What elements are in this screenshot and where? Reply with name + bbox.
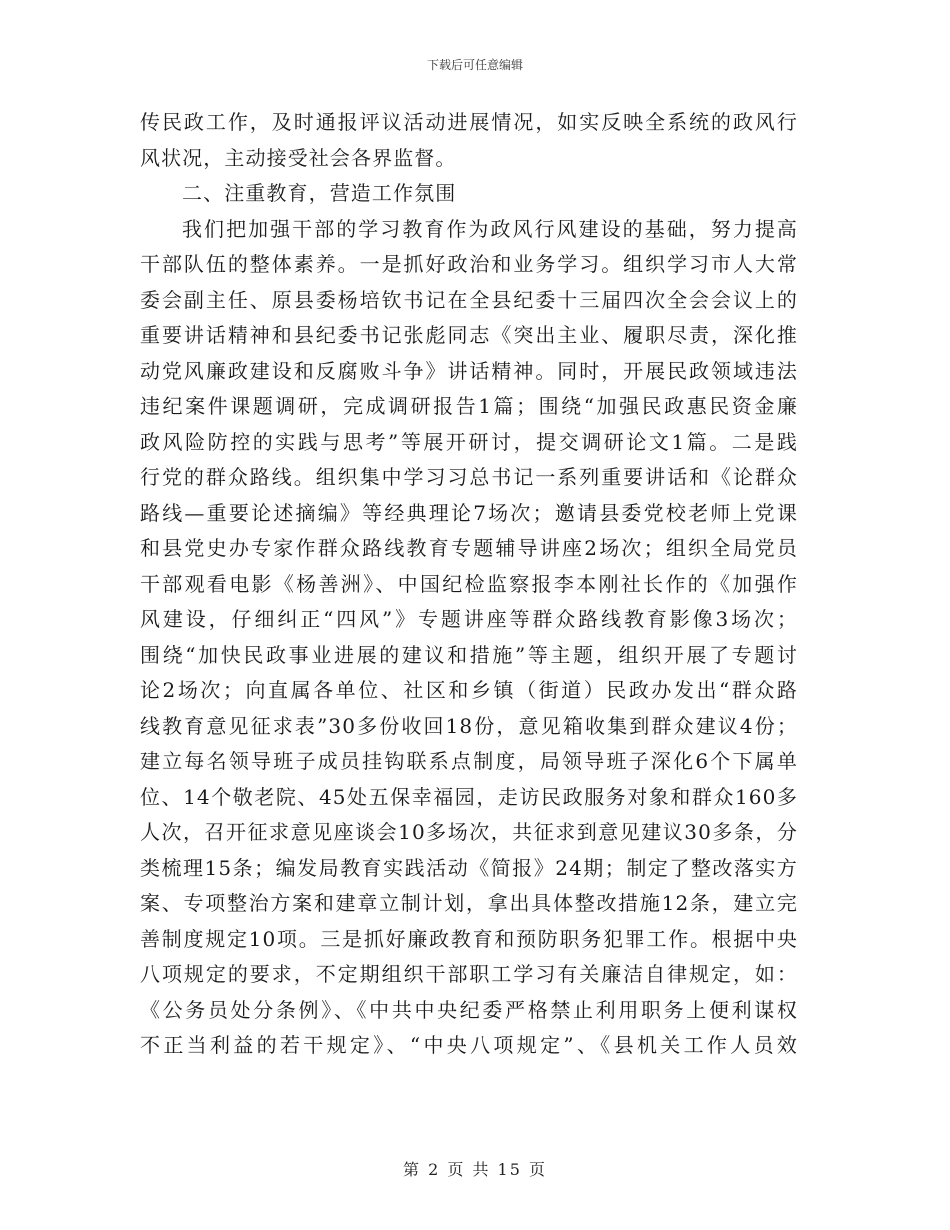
body-line: 干部队伍的整体素养。一是抓好政治和业务学习。组织学习市人大常	[140, 252, 798, 276]
body-line: 线教育意见征求表”30多份收回18份，意见箱收集到群众建议4份；	[140, 713, 798, 738]
body-line: 干部观看电影《杨善洲》、中国纪检监察报李本刚社长作的《加强作	[140, 571, 798, 596]
body-line: 善制度规定10项。三是抓好廉政教育和预防职务犯罪工作。根据中央	[140, 926, 798, 951]
body-line: 类梳理15条；编发局教育实践活动《简报》24期；制定了整改落实方	[140, 855, 798, 880]
body-line: 案、专项整治方案和建章立制计划，拿出具体整改措施12条，建立完	[140, 891, 798, 915]
body-line: 我们把加强干部的学习教育作为政风行风建设的基础，努力提高	[182, 216, 798, 241]
body-line: 违纪案件课题调研，完成调研报告1篇；围绕“加强民政惠民资金廉	[140, 394, 798, 418]
section-heading: 二、注重教育，营造工作氛围	[182, 181, 457, 205]
document-body	[140, 105, 798, 1064]
body-line: 位、14个敬老院、45处五保幸福园，走访民政服务对象和群众160多	[140, 784, 798, 809]
body-line: 不正当利益的若干规定》、“中央八项规定”、《县机关工作人员效	[140, 1033, 798, 1057]
body-line: 委会副主任、原县委杨培钦书记在全县纪委十三届四次全会会议上的	[140, 287, 798, 312]
body-line: 动党风廉政建设和反腐败斗争》讲话精神。同时，开展民政领域违法	[140, 358, 798, 383]
body-line: 人次，召开征求意见座谈会10多场次，共征求到意见建议30多条，分	[140, 820, 798, 844]
body-line: 《公务员处分条例》、《中共中央纪委严格禁止利用职务上便利谋权	[140, 997, 798, 1022]
body-line: 建立每名领导班子成员挂钩联系点制度，局领导班子深化6个下属单	[140, 749, 798, 773]
body-line: 围绕“加快民政事业进展的建议和措施”等主题，组织开展了专题讨	[140, 642, 798, 667]
body-line: 政风险防控的实践与思考”等展开研讨，提交调研论文1篇。二是践	[140, 429, 798, 454]
page-number-footer: 第 2 页 共 15 页	[403, 1160, 547, 1179]
body-line: 重要讲话精神和县纪委书记张彪同志《突出主业、履职尽责，深化推	[140, 323, 798, 347]
header-note: 下载后可任意编辑	[426, 58, 523, 72]
body-line: 风状况，主动接受社会各界监督。	[140, 145, 457, 170]
body-line: 风建设，仔细纠正“四风”》专题讲座等群众路线教育影像3场次；	[140, 607, 798, 631]
body-line: 和县党史办专家作群众路线教育专题辅导讲座2场次；组织全局党员	[140, 536, 798, 560]
body-line: 行党的群众路线。组织集中学习习总书记一系列重要讲话和《论群众	[140, 465, 798, 489]
body-line: 论2场次；向直属各单位、社区和乡镇（街道）民政办发出“群众路	[140, 678, 798, 702]
body-line: 路线—重要论述摘编》等经典理论7场次；邀请县委党校老师上党课	[140, 500, 798, 525]
body-line: 八项规定的要求，不定期组织干部职工学习有关廉洁自律规定，如：	[140, 962, 798, 986]
body-line: 传民政工作，及时通报评议活动进展情况，如实反映全系统的政风行	[140, 110, 798, 134]
